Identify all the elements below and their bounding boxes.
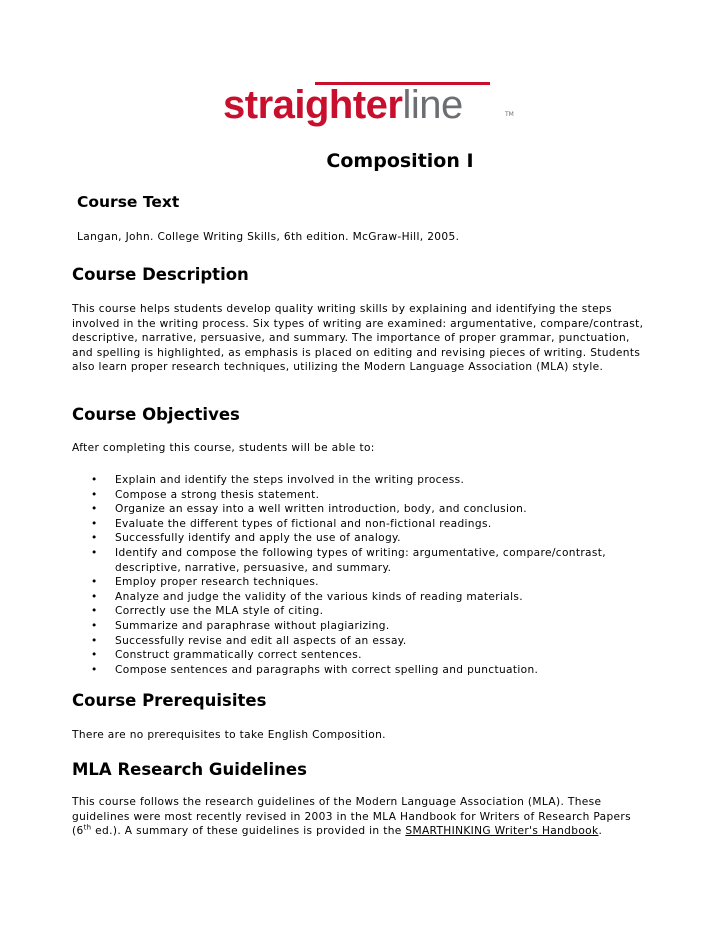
logo-wordmark — [223, 80, 463, 130]
list-item: • Correctly use the MLA style of citing. — [91, 605, 324, 618]
course-description-body: This course helps students develop quality writing skills by explaining and identifying the steps involved in the writing process. Six types of writing are examined: argumentative, compare/contrast, descriptive, narrative, persuasive, and summary. The importance of proper grammar, punctuation, and spelling is highlighted, as emphasis is placed on editing and revising pieces of writing. Students also learn proper research techniques, utilizing the Modern Language Association (MLA) style. — [72, 303, 644, 374]
list-item: • Summarize and paraphrase without plagiarizing. — [91, 619, 390, 632]
bullet-icon: • — [91, 517, 98, 530]
list-item: • Identify and compose the following types of writing: argumentative, compare/contrast, descriptive, narrative, persuasive, and summary. — [91, 546, 606, 574]
course-description-heading: Course Description — [72, 265, 249, 284]
course-objectives-heading: Course Objectives — [72, 405, 240, 424]
bullet-icon: • — [91, 576, 98, 589]
bullet-icon: • — [91, 663, 98, 676]
list-item: • Successfully revise and edit all aspects of an essay. — [91, 634, 407, 647]
list-item: • Analyze and judge the validity of the various kinds of reading materials. — [91, 590, 523, 603]
page-title: Composition I — [326, 150, 474, 172]
bullet-icon: • — [91, 546, 98, 559]
course-text-heading: Course Text — [77, 193, 180, 211]
bullet-icon: • — [91, 634, 98, 647]
list-item: • Employ proper research techniques. — [91, 576, 319, 589]
logo-trademark: TM — [505, 111, 514, 118]
straighterline-logo — [223, 80, 513, 130]
course-objectives-intro: After completing this course, students will be able to: — [72, 442, 375, 454]
list-item: • Construct grammatically correct sentences. — [91, 649, 362, 662]
smarthinking-handbook-link[interactable]: SMARTHINKING Writer's Handbook — [405, 825, 599, 838]
logo-wordmark-part1: straighter — [223, 83, 403, 127]
list-item: • Evaluate the different types of fictional and non-fictional readings. — [91, 517, 492, 530]
bullet-icon: • — [91, 590, 98, 603]
list-item: • Compose sentences and paragraphs with correct spelling and punctuation. — [91, 663, 539, 676]
bullet-icon: • — [91, 649, 98, 662]
mla-guidelines-body: This course follows the research guidelines of the Modern Language Association (MLA). These guidelines were most recently revised in 2003 in the MLA Handbook for Writers of Research Papers (6th ed.). A summary of these guidelines is provided in the SMARTHINKING Writer's Handbook. — [72, 796, 631, 838]
bullet-icon: • — [91, 503, 98, 516]
course-prerequisites-body: There are no prerequisites to take English Composition. — [72, 729, 386, 741]
bullet-icon: • — [91, 619, 98, 632]
list-item: • Organize an essay into a well written introduction, body, and conclusion. — [91, 503, 527, 516]
bullet-icon: • — [91, 474, 98, 486]
list-item: • Compose a strong thesis statement. — [91, 488, 320, 501]
objectives-list — [72, 473, 652, 677]
mla-guidelines-heading: MLA Research Guidelines — [72, 760, 307, 779]
bullet-icon: • — [91, 532, 98, 545]
bullet-icon: • — [91, 605, 98, 618]
list-item: • Successfully identify and apply the use of analogy. — [91, 532, 401, 545]
course-prerequisites-heading: Course Prerequisites — [72, 691, 267, 710]
list-item: • Explain and identify the steps involved in the writing process. — [91, 474, 465, 486]
bullet-icon: • — [91, 488, 98, 501]
logo-wordmark-part2: line — [402, 83, 463, 127]
course-text-citation: Langan, John. College Writing Skills, 6th edition. McGraw-Hill, 2005. — [77, 231, 460, 243]
